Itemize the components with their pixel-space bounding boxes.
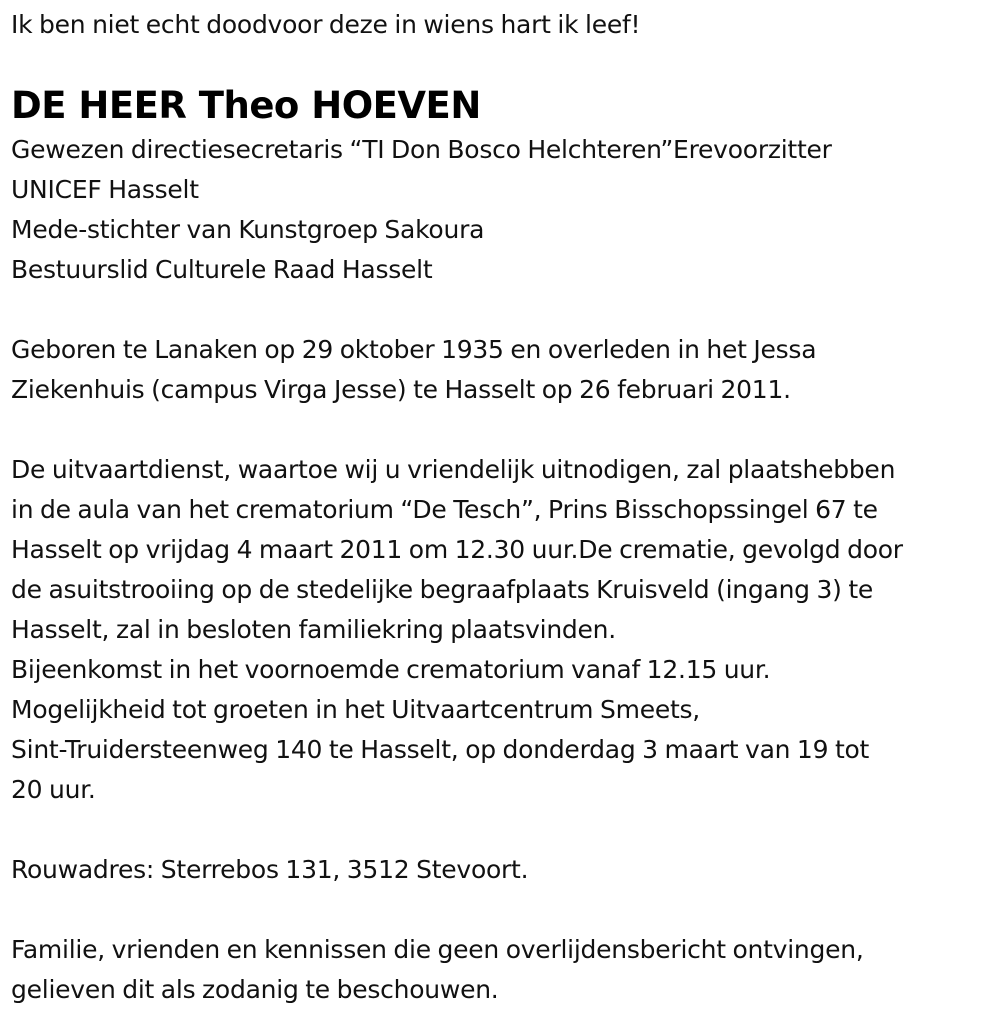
- ceremony-line: Hasselt op vrijdag 4 maart 2011 om 12.30 uur.De crematie, gevolgd door: [11, 535, 903, 564]
- closing-line: Familie, vrienden en kennissen die geen overlijdensbericht ontvingen,: [11, 935, 864, 964]
- birth-death-block: [11, 330, 996, 410]
- closing-block: [11, 930, 996, 1010]
- mourning-address: Rouwadres: Sterrebos 131, 3512 Stevoort.: [11, 855, 529, 884]
- birth-death-line: Ziekenhuis (campus Virga Jesse) te Hasselt op 26 februari 2011.: [11, 375, 791, 404]
- ceremony-line: de asuitstrooiing op de stedelijke begraafplaats Kruisveld (ingang 3) te: [11, 575, 874, 604]
- address-block: [11, 850, 996, 890]
- closing-line: gelieven dit als zodanig te beschouwen.: [11, 975, 499, 1004]
- functions-block: [11, 130, 996, 290]
- motto: Ik ben niet echt doodvoor deze in wiens hart ik leef!: [11, 10, 641, 39]
- function-line: Bestuurslid Culturele Raad Hasselt: [11, 255, 433, 284]
- function-line: Mede-stichter van Kunstgroep Sakoura: [11, 215, 485, 244]
- ceremony-block: [11, 450, 996, 810]
- obituary-notice: [11, 0, 996, 1010]
- ceremony-line: 20 uur.: [11, 775, 96, 804]
- function-line: UNICEF Hasselt: [11, 175, 199, 204]
- ceremony-line: Sint-Truidersteenweg 140 te Hasselt, op donderdag 3 maart van 19 tot: [11, 735, 870, 764]
- ceremony-line: De uitvaartdienst, waartoe wij u vriendelijk uitnodigen, zal plaatshebben: [11, 455, 896, 484]
- ceremony-line: Hasselt, zal in besloten familiekring plaatsvinden.: [11, 615, 616, 644]
- ceremony-line: Mogelijkheid tot groeten in het Uitvaartcentrum Smeets,: [11, 695, 700, 724]
- ceremony-line: in de aula van het crematorium “De Tesch”, Prins Bisschopssingel 67 te: [11, 495, 878, 524]
- ceremony-line: Bijeenkomst in het voornoemde crematorium vanaf 12.15 uur.: [11, 655, 771, 684]
- function-line: Gewezen directiesecretaris “TI Don Bosco Helchteren”Erevoorzitter: [11, 135, 832, 164]
- deceased-name: DE HEER Theo HOEVEN: [11, 84, 481, 127]
- birth-death-line: Geboren te Lanaken op 29 oktober 1935 en overleden in het Jessa: [11, 335, 817, 364]
